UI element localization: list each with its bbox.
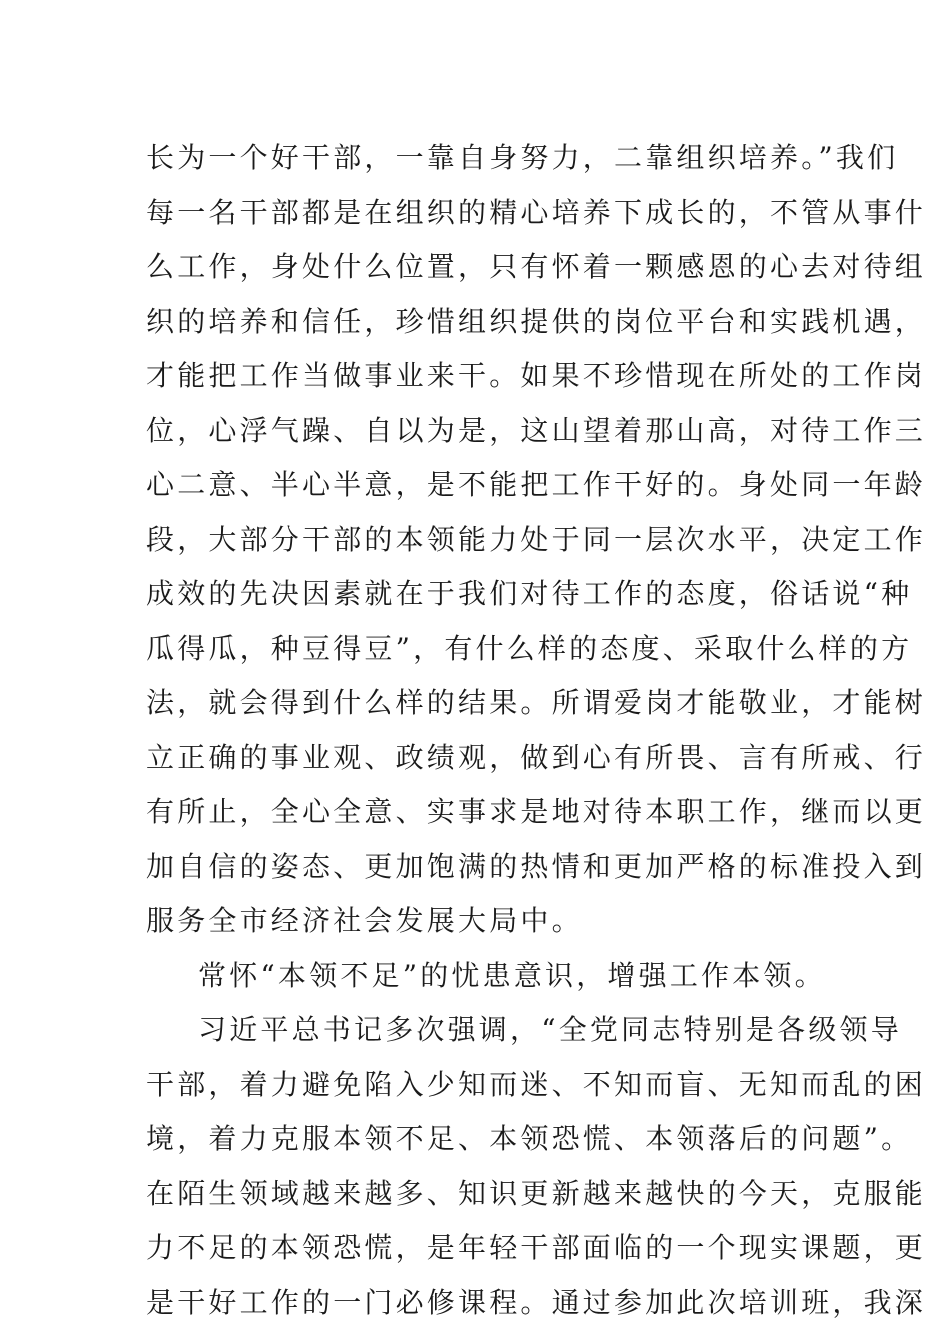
text-line: 段，大部分干部的本领能力处于同一层次水平，决定工作 <box>146 522 927 556</box>
text-line: 织的培养和信任，珍惜组织提供的岗位平台和实践机遇， <box>146 304 927 338</box>
text-line: 位，心浮气躁、自以为是，这山望着那山高，对待工作三 <box>146 413 927 447</box>
text-line: 服务全市经济社会发展大局中。 <box>146 904 583 937</box>
text-line: 长为一个好干部，一靠自身努力，二靠组织培养。”我们 <box>146 141 899 174</box>
body-text <box>146 131 927 1330</box>
text-line: 干部，着力避免陷入少知而迷、不知而盲、无知而乱的困 <box>146 1067 927 1101</box>
text-line: 成效的先决因素就在于我们对待工作的态度，俗话说“种 <box>146 577 913 610</box>
text-line: 么工作，身处什么位置，只有怀着一颗感恩的心去对待组 <box>146 250 927 283</box>
text-line: 立正确的事业观、政绩观，做到心有所畏、言有所戒、行 <box>146 740 927 774</box>
text-line: 在陌生领域越来越多、知识更新越来越快的今天，克服能 <box>146 1176 927 1210</box>
text-line: 法，就会得到什么样的结果。所谓爱岗才能敬业，才能树 <box>146 686 927 719</box>
text-line: 才能把工作当做事业来干。如果不珍惜现在所处的工作岗 <box>146 359 927 392</box>
text-line: 习近平总书记多次强调，“全党同志特别是各级领导 <box>198 1013 902 1046</box>
text-line: 有所止，全心全意、实事求是地对待本职工作，继而以更 <box>146 795 927 828</box>
text-line: 力不足的本领恐慌，是年轻干部面临的一个现实课题，更 <box>146 1231 927 1264</box>
section-heading: 常怀“本领不足”的忧患意识，增强工作本领。 <box>198 958 826 992</box>
text-line: 瓜得瓜，种豆得豆”，有什么样的态度、采取什么样的方 <box>146 631 913 665</box>
text-line: 是干好工作的一门必修课程。通过参加此次培训班，我深 <box>146 1285 927 1319</box>
text-line: 加自信的姿态、更加饱满的热情和更加严格的标准投入到 <box>146 849 927 883</box>
text-line: 每一名干部都是在组织的精心培养下成长的，不管从事什 <box>146 195 927 229</box>
text-line: 境，着力克服本领不足、本领恐慌、本领落后的问题”。 <box>146 1122 913 1155</box>
text-line: 心二意、半心半意，是不能把工作干好的。身处同一年龄 <box>146 468 927 501</box>
